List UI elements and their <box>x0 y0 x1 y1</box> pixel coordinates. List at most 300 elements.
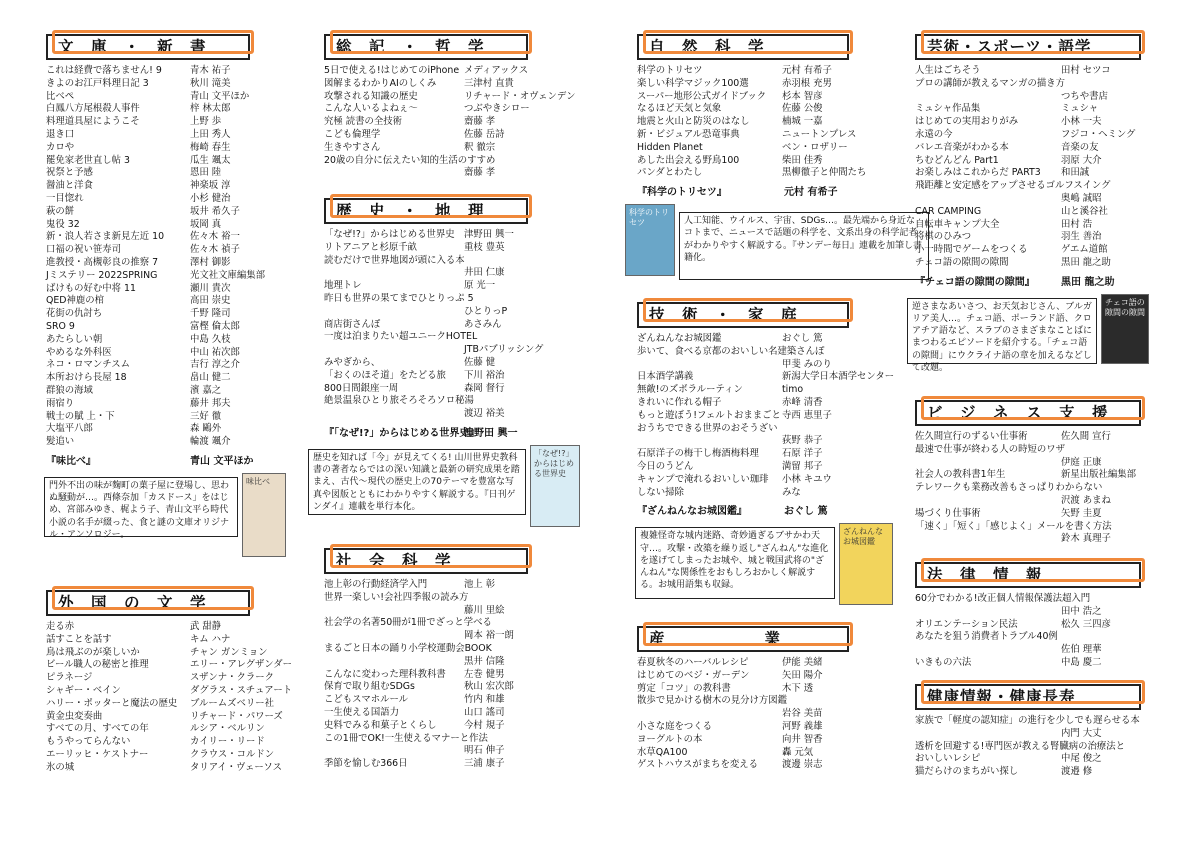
book-row <box>915 78 1155 91</box>
book-title: 比べぺ <box>46 90 75 102</box>
book-author: 井田 仁康 <box>464 267 505 279</box>
book-title: 一度は泊まりたい超ユニークHOTEL <box>324 331 478 343</box>
feature-description: 人工知能、ウイルス、宇宙、SDGs…。最先端から身近なコトまで、ニュースで話題の科学を、文系出身の科学記者がわかりやすく解説する。『サンデー毎日』連載を加筆し書籍化。 <box>679 212 929 280</box>
book-row <box>46 219 250 232</box>
book-author: 内門 大丈 <box>1061 727 1102 739</box>
book-author: 藤川 里絵 <box>464 604 505 616</box>
book-author: 釈 徹宗 <box>464 141 496 153</box>
book-title: カロや <box>46 141 75 153</box>
section-title: 外 国 の 文 学 <box>46 590 250 616</box>
book-row <box>915 180 1155 193</box>
book-row <box>915 457 1155 470</box>
book-author: 明石 伸子 <box>464 745 505 757</box>
book-row <box>324 78 534 91</box>
book-title: 最速で仕事が終わる人の時短のワザ <box>915 443 1066 455</box>
book-author: みな <box>782 486 801 498</box>
book-author: 河野 義雄 <box>782 720 823 732</box>
book-title: 「なぜ!?」からはじめる世界史 <box>324 229 455 240</box>
book-author: 坂井 希久子 <box>190 205 240 217</box>
book-title: 保育で取り組むSDGs <box>324 681 415 693</box>
book-title: まるごと日本の踊り小学校運動会BOOK <box>324 642 492 654</box>
book-row <box>46 269 266 283</box>
book-title: 髪追い <box>46 436 75 448</box>
feature-review <box>629 204 923 276</box>
book-row <box>915 155 1155 168</box>
book-row <box>915 728 1155 741</box>
book-author: 鈴木 真理子 <box>1061 533 1111 545</box>
book-author: 中島 久枝 <box>190 333 231 345</box>
feature-description: 門外不出の味が麴町の菓子屋に登場し、思わぬ騒動が…。西條奈加「カスドース」をはじめ、宮部みゆき、梶よう子、青山文平ら時代小説の名手が綴った、食と謎の文庫オリジナル・アンソロジー。 <box>44 477 238 537</box>
book-row <box>46 78 250 91</box>
book-row <box>324 383 534 396</box>
book-author: 藤井 邦夫 <box>190 397 231 409</box>
book-row <box>637 683 849 696</box>
book-title: チェコ語の隙間の隙間 <box>915 256 1009 268</box>
book-title: 口福の祝い笹寿司 <box>46 244 122 256</box>
book-author: ルシア・ベルリン <box>190 723 265 735</box>
feature-book-author: 黒田 龍之助 <box>1061 276 1115 288</box>
book-row <box>46 372 250 385</box>
book-row <box>915 631 1155 644</box>
book-author: 元村 有希子 <box>782 65 832 76</box>
book-cover-image <box>625 204 675 276</box>
book-title: CAR CAMPING <box>915 205 982 217</box>
book-row <box>324 395 534 408</box>
book-author: 沢渡 あまね <box>1061 494 1111 506</box>
book-title: これは経費で落ちません! 9 <box>46 65 162 76</box>
book-title: シャギー・ベイン <box>46 684 121 696</box>
book-author: 向井 智香 <box>782 733 823 745</box>
book-title: 水草QA100 <box>637 746 688 758</box>
book-row <box>324 357 534 370</box>
book-row <box>637 359 849 372</box>
book-list <box>324 579 534 771</box>
book-author: 松久 三四彦 <box>1061 618 1111 630</box>
book-title: 社会人の教科書1年生 <box>915 469 1006 481</box>
book-author: 吉行 淳之介 <box>190 359 240 371</box>
book-author: キム ハナ <box>190 633 231 645</box>
book-title: 飛距離と安定感をアップさせるゴルフスイング <box>915 180 1111 192</box>
section <box>912 34 1155 373</box>
book-row <box>915 193 1155 206</box>
book-row <box>324 370 534 383</box>
book-title: ちむどんどん Part1 <box>915 154 999 166</box>
book-author: 奥嶋 誠昭 <box>1061 192 1102 204</box>
book-title: 世界一楽しい!会社四季報の読み方 <box>324 591 469 603</box>
book-row <box>915 533 1155 546</box>
book-cover-image <box>839 523 893 605</box>
book-title: ざんねんなお城図鑑 <box>637 333 722 344</box>
book-title: Hidden Planet <box>637 141 703 153</box>
book-row <box>637 91 849 104</box>
book-title: 人生はごちそう <box>915 65 981 76</box>
section <box>629 34 923 276</box>
section-title: 法 律 情 報 <box>915 562 1141 588</box>
book-title: 走る赤 <box>46 621 75 632</box>
book-row <box>324 656 534 669</box>
book-title: QED神鹿の棺 <box>46 295 105 307</box>
book-row <box>915 257 1155 270</box>
book-row <box>915 508 1155 521</box>
book-title: 読むだけで世界地図が頭に入る本 <box>324 254 465 266</box>
book-title: 新・浪人若さま新見左近 10 <box>46 231 165 243</box>
book-row <box>324 579 534 592</box>
book-title: テレワークも業務改善もさっぱりわからない <box>915 482 1103 494</box>
book-author: 青木 祐子 <box>190 65 231 76</box>
book-title: 祝祭と予感 <box>46 167 93 179</box>
book-author: 寺西 恵里子 <box>782 409 832 421</box>
book-row <box>46 646 268 660</box>
book-cover-image <box>242 473 286 557</box>
feature-review <box>637 523 883 605</box>
book-row <box>324 65 534 78</box>
book-author: カイリー・リード <box>190 736 265 748</box>
section <box>915 562 1155 670</box>
book-title: 黄金虫変奏曲 <box>46 710 103 722</box>
book-title: あした出会える野鳥100 <box>637 154 740 166</box>
book-title: スーパー地形公式ガイドブック <box>637 90 767 102</box>
book-title: 自転車キャンプ大全 <box>915 218 1000 230</box>
book-row <box>46 659 292 672</box>
feature-book-title: 『「なぜ!?」からはじめる世界史』 <box>324 427 480 439</box>
feature-book-title: 『味比べ』 <box>46 455 96 467</box>
book-row <box>46 295 250 308</box>
book-title: 春夏秋冬のハーバルレシピ <box>637 657 749 668</box>
book-title: エーリッヒ・ケストナー <box>46 748 149 760</box>
section-title: 産 業 <box>637 626 849 652</box>
book-row <box>915 766 1155 779</box>
book-list <box>915 65 1155 270</box>
book-title: おいしいレシピ <box>915 753 981 765</box>
section-title: 自 然 科 学 <box>637 34 849 60</box>
book-row <box>637 734 849 747</box>
book-row <box>637 167 867 180</box>
book-title: 小さな庭をつくる <box>637 720 713 732</box>
book-cover-title: ざんねんなお城図鑑 <box>843 527 883 547</box>
book-author: 秋山 宏次郎 <box>464 681 514 693</box>
book-row <box>46 334 250 347</box>
section-title: 芸術・スポーツ・語学 <box>915 34 1141 60</box>
book-author: 赤峰 清香 <box>782 396 823 408</box>
feature-book-title: 『チェコ語の隙間の隙間』 <box>915 276 1035 288</box>
section-title: 健康情報・健康長寿 <box>915 684 1141 710</box>
book-cover-image <box>1101 294 1149 364</box>
book-title: 大塩平八郎 <box>46 423 93 435</box>
section <box>46 590 293 775</box>
book-row <box>324 745 534 758</box>
book-cover-title: 味比べ <box>246 476 270 486</box>
book-row <box>324 592 534 605</box>
book-row <box>637 670 849 683</box>
book-author: 木下 透 <box>782 682 814 694</box>
feature-book-author: おぐし 篤 <box>784 506 828 518</box>
book-title: キャンプで淹れるおいしい珈琲 <box>637 473 769 485</box>
book-title: 究極 読書の全技術 <box>324 116 402 128</box>
book-author: 竹内 和雄 <box>464 694 505 706</box>
book-title: ピラネージ <box>46 672 93 684</box>
book-author: つちや書店 <box>1061 90 1108 102</box>
book-row <box>46 736 265 749</box>
feature-book-title: 『ざんねんなお城図鑑』 <box>637 506 747 518</box>
book-row <box>637 397 849 410</box>
feature-review <box>912 294 1155 373</box>
book-author: 齋藤 孝 <box>464 116 496 128</box>
book-author: 輪渡 颯介 <box>190 436 231 448</box>
book-author: 黒田 龍之助 <box>1061 256 1111 268</box>
book-author: 石原 洋子 <box>782 448 823 460</box>
book-author: 梅崎 春生 <box>190 141 231 153</box>
book-title: オリエンテーション民法 <box>915 618 1018 630</box>
book-title: 商店街さんぽ <box>324 318 381 330</box>
book-title: いきもの六法 <box>915 656 972 668</box>
book-title: 今日のうどん <box>637 460 694 472</box>
book-title: ゲストハウスがまちを変える <box>637 759 759 771</box>
book-list <box>637 333 895 499</box>
book-row <box>324 255 534 268</box>
book-author: 小林 キユウ <box>782 473 832 485</box>
book-author: 瀬川 貴次 <box>190 282 231 294</box>
section <box>915 684 1155 779</box>
book-row <box>324 694 534 707</box>
book-author: 青山 文平ほか <box>190 90 250 102</box>
book-title: 雨宿り <box>46 397 75 409</box>
book-row <box>915 644 1155 657</box>
book-row <box>46 398 250 411</box>
book-author: 岡本 裕一朗 <box>464 630 514 642</box>
book-author: 伊能 美緒 <box>782 657 823 668</box>
book-row <box>46 411 250 424</box>
book-title: 透析を回避する!専門医が教える腎臓病の治療法と <box>915 740 1126 752</box>
book-row <box>915 206 1155 219</box>
book-author: 伊庭 正康 <box>1061 456 1102 468</box>
book-title: 社会学の名著50冊が1冊でざっと学べる <box>324 617 492 629</box>
book-author: 武 甜静 <box>190 621 222 632</box>
book-row <box>915 521 1155 534</box>
book-author: 高田 崇史 <box>190 295 231 307</box>
feature-book-author: 元村 有希子 <box>784 187 838 199</box>
book-row <box>637 657 849 670</box>
section-title: 歴 史 ・ 地 理 <box>324 198 528 224</box>
book-title: 日本酒学講義 <box>637 371 694 383</box>
book-row <box>324 733 534 746</box>
book-row <box>46 244 250 257</box>
book-author: スザンナ・クラーク <box>190 672 275 684</box>
section-title: 文 庫 ・ 新 書 <box>46 34 250 60</box>
book-row <box>46 761 282 775</box>
book-author: ダグラス・スチュアート <box>190 684 293 696</box>
book-row <box>324 267 534 280</box>
book-title: ビール職人の秘密と推理 <box>46 659 149 671</box>
book-row <box>915 495 1155 508</box>
book-row <box>324 293 534 306</box>
book-author: timo <box>782 384 804 396</box>
book-row <box>637 103 849 116</box>
book-title: ミュシャ作品集 <box>915 103 981 115</box>
book-row <box>46 321 250 334</box>
book-row <box>915 741 1155 754</box>
book-row <box>46 697 275 711</box>
feature-review <box>46 473 270 557</box>
book-row <box>324 408 534 421</box>
book-title: 一生使える国語力 <box>324 706 400 718</box>
book-author: 神楽坂 淳 <box>190 180 231 192</box>
book-author: 千野 隆司 <box>190 308 231 320</box>
book-row <box>915 167 1155 180</box>
book-row <box>324 306 534 319</box>
book-row <box>915 469 1155 482</box>
book-author: 田村 浩 <box>1061 218 1093 230</box>
book-title: 楽しい科学マジック100選 <box>637 77 749 89</box>
feature-heading <box>46 455 254 469</box>
book-title: 散歩で見かける樹木の見分け方図鑑 <box>637 695 788 707</box>
book-title: 史料でみる和菓子とくらし <box>324 719 437 731</box>
book-author: 下川 裕治 <box>464 369 505 381</box>
book-author: 渡邊 崇志 <box>782 759 823 771</box>
book-row <box>46 436 250 449</box>
book-row <box>915 753 1155 766</box>
book-title: 鳥は飛ぶのが楽しいか <box>46 646 140 658</box>
book-row <box>637 142 849 155</box>
section <box>46 34 270 557</box>
book-row <box>324 681 534 694</box>
book-author: 田中 浩之 <box>1061 605 1102 617</box>
book-author: 轟 元気 <box>782 746 814 758</box>
book-author: おぐし 篤 <box>782 333 823 344</box>
book-title: 永遠の今 <box>915 128 953 140</box>
book-row <box>46 347 250 360</box>
book-list <box>46 621 293 775</box>
book-author: フジコ・ヘミング <box>1061 128 1136 140</box>
book-row <box>324 280 534 293</box>
book-title: はじめての実用おりがみ <box>915 116 1019 128</box>
book-author: 山と溪谷社 <box>1061 205 1108 217</box>
book-author: 羽原 大介 <box>1061 154 1102 166</box>
book-author: 新潟大学日本酒学センター <box>782 371 895 383</box>
book-row <box>637 384 849 397</box>
book-row <box>46 308 250 321</box>
book-row <box>46 723 265 736</box>
book-author: ブルームズベリー社 <box>190 697 275 709</box>
book-row <box>637 128 857 142</box>
book-row <box>915 65 1155 78</box>
book-author: 黒柳徹子と仲間たち <box>782 167 867 179</box>
book-row <box>915 129 1155 142</box>
book-row <box>324 103 534 116</box>
book-author: チャン ガンミョン <box>190 646 268 658</box>
book-row <box>637 487 849 500</box>
book-author: 荻野 恭子 <box>782 435 823 447</box>
book-row <box>915 244 1155 257</box>
book-row <box>46 684 293 698</box>
book-title: 20歳の自分に伝えたい知的生活のすすめ <box>324 154 496 166</box>
book-author: 新星出版社編集部 <box>1061 469 1137 481</box>
book-author: 杉本 智彦 <box>782 90 823 102</box>
book-author: リチャード・オヴェンデン <box>464 90 576 102</box>
book-row <box>46 193 250 206</box>
book-author: ミュシャ <box>1061 103 1099 115</box>
book-row <box>324 242 534 255</box>
book-title: 醤油と洋食 <box>46 180 93 192</box>
book-cover-title: 「なぜ!?」からはじめる世界史 <box>534 448 574 478</box>
book-row <box>324 605 534 618</box>
book-row <box>637 695 849 708</box>
book-author: 佐伯 理華 <box>1061 644 1102 656</box>
book-row <box>46 206 250 219</box>
book-row <box>324 331 534 344</box>
book-author: ベン・ロザリー <box>782 141 848 153</box>
book-row <box>915 619 1155 632</box>
book-title: 5日で使える!はじめてのiPhone <box>324 65 460 76</box>
book-row <box>46 103 250 116</box>
book-author: 森岡 督行 <box>464 382 505 394</box>
book-author: ニュートンプレス <box>782 128 857 140</box>
book-title: なるほど天気と気象 <box>637 103 722 115</box>
book-title: 家族で「軽度の認知症」の進行を少しでも遅らせる本 <box>915 715 1140 726</box>
book-row <box>46 180 250 193</box>
book-row <box>637 410 849 423</box>
book-row <box>637 448 849 461</box>
feature-description: 歴史を知れば「今」が見えてくる! 山川世界史教科書の著者ならではの深い知識と最新の研究成果を踏まえ、古代〜現代の歴史上の70テーマを豊富な写真や図版とともにわかりやすく解説する。『日刊ゲンダイ』連載を単行本化。 <box>308 449 526 515</box>
book-author: 重枝 豊英 <box>464 241 505 253</box>
book-title: 猫だらけのまちがい探し <box>915 766 1019 778</box>
book-title: 地理トレ <box>324 280 362 292</box>
book-title: こんなに変わった理科教科書 <box>324 668 446 680</box>
book-author: 光文社文庫編集部 <box>190 269 266 281</box>
book-author: 今村 規子 <box>464 719 505 731</box>
book-title: リトアニアと杉原千畝 <box>324 241 417 253</box>
book-row <box>915 91 1155 104</box>
book-author: 矢野 圭夏 <box>1061 507 1102 519</box>
book-list <box>915 431 1155 546</box>
book-row <box>46 621 250 634</box>
book-title: 季節を愉しむ366日 <box>324 758 408 770</box>
book-row <box>637 759 849 772</box>
book-author: 佐藤 健 <box>464 356 496 368</box>
book-author: 佐久間 宣行 <box>1061 431 1111 442</box>
book-row <box>915 142 1155 155</box>
book-cover-title: チェコ語の隙間の隙間 <box>1105 297 1145 317</box>
feature-description: 複雑怪奇な城内迷路、奇妙過ぎるブサかわ天守…。攻撃・改築を繰り返し"ざんねん"な進化を遂げてしまったお城や、城と戦国武将の"ざんねん"な関係性をおもしろおかしく解説する。お城用語集も収録。 <box>635 527 835 599</box>
book-author: 満留 邦子 <box>782 460 823 472</box>
book-row <box>324 630 534 643</box>
book-title: もうやってらんない <box>46 736 131 748</box>
book-row <box>637 155 849 168</box>
book-row <box>915 715 1155 728</box>
book-row <box>915 231 1155 244</box>
feature-heading <box>915 276 1155 290</box>
book-row <box>46 634 250 647</box>
book-author: 渡辺 裕美 <box>464 408 505 420</box>
book-row <box>46 257 250 270</box>
book-title: あたらしい朝 <box>46 333 103 345</box>
book-row <box>324 707 534 720</box>
book-title: この1冊でOK!一生使えるマナーと作法 <box>324 732 488 744</box>
book-title: 群狼の海域 <box>46 384 93 396</box>
book-title: しない掃除 <box>637 486 684 498</box>
book-title: 白鳳八方尾根殺人事件 <box>46 103 140 115</box>
book-title: 歩いて、食べる京都のおいしい名建築さんぽ <box>637 345 825 357</box>
book-title: 料理道具屋にようこそ <box>46 116 140 128</box>
book-author: 瓜生 颯太 <box>190 154 231 166</box>
book-list <box>46 65 266 449</box>
book-author: クラウス・コルドン <box>190 748 275 760</box>
book-title: 地震と火山と防災のはなし <box>637 116 750 128</box>
book-row <box>637 708 849 721</box>
feature-heading <box>637 505 849 519</box>
book-title: 昨日も世界の果てまでひとりっぷ 5 <box>324 292 474 304</box>
book-author: エリー・アレグザンダー <box>190 659 292 671</box>
book-title: あなたを狙う消費者トラブル40例 <box>915 631 1058 643</box>
